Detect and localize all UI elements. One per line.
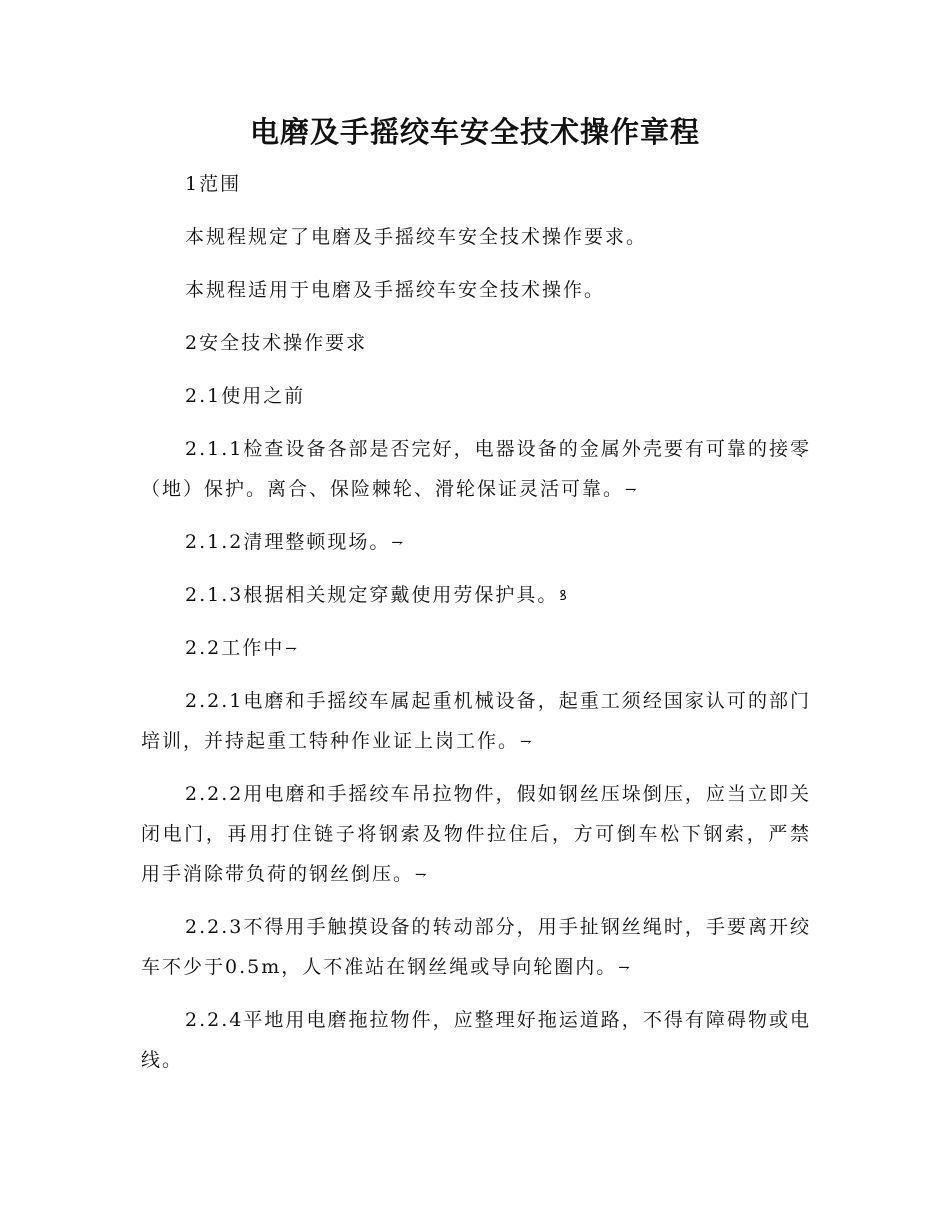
paragraph-mark-icon: ⇁: [618, 960, 630, 976]
paragraph-mark-icon: ⇁: [391, 535, 404, 551]
paragraph-mark-icon: ⇁: [625, 482, 637, 498]
paragraph-2-1-2: 2.1.2清理整顿现场。⇁: [185, 531, 404, 553]
paragraph-requirements-heading: 2安全技术操作要求: [185, 332, 368, 354]
paragraph-2-2-2: 2.2.2用电磨和手摇绞车吊拉物件，假如钢丝压垛倒压，应当立即关闭电门，再用打住链子将钢索及物件拉住后，方可倒车松下钢索，严禁用手消除带负荷的钢丝倒压。⇁: [141, 783, 811, 885]
paragraph-2-2-3: 2.2.3不得用手触摸设备的转动部分，用手扯钢丝绳时，手要离开绞车不少于0.5m，人不准站在钢丝绳或导向轮圈内。⇁: [141, 916, 811, 978]
paragraph-2-1-1: 2.1.1检查设备各部是否完好，电器设备的金属外壳要有可靠的接零（地）保护。离合、保险棘轮、滑轮保证灵活可靠。⇁: [141, 438, 811, 500]
paragraph-scope-2: 本规程适用于电磨及手摇绞车安全技术操作。: [185, 279, 606, 301]
document-body: [141, 164, 811, 1093]
paragraph-mark-icon: ⇁: [415, 867, 427, 883]
paragraph-mark-icon: ⇁: [520, 734, 532, 750]
paragraph-2-1-3: 2.1.3根据相关规定穿戴使用劳保护具。ꝸ: [185, 584, 567, 606]
paragraph-scope-1: 本规程规定了电磨及手摇绞车安全技术操作要求。: [185, 226, 648, 248]
paragraph-2-2-1: 2.2.1电磨和手摇绞车属起重机械设备，起重工须经国家认可的部门培训，并持起重工特种作业证上岗工作。⇁: [141, 690, 811, 752]
paragraph-scope-heading: 1范围: [185, 173, 242, 195]
paragraph-mark-icon: ꝸ: [559, 588, 567, 604]
paragraph-2-1-heading: 2.1使用之前: [185, 385, 306, 407]
paragraph-2-2-4: 2.2.4平地用电磨拖拉物件，应整理好拖运道路，不得有障碍物或电线。: [141, 1009, 811, 1071]
document-title: 电磨及手摇绞车安全技术操作章程: [249, 115, 700, 149]
paragraph-mark-icon: ⇁: [285, 641, 297, 657]
paragraph-2-2-heading: 2.2工作中⇁: [185, 637, 297, 659]
